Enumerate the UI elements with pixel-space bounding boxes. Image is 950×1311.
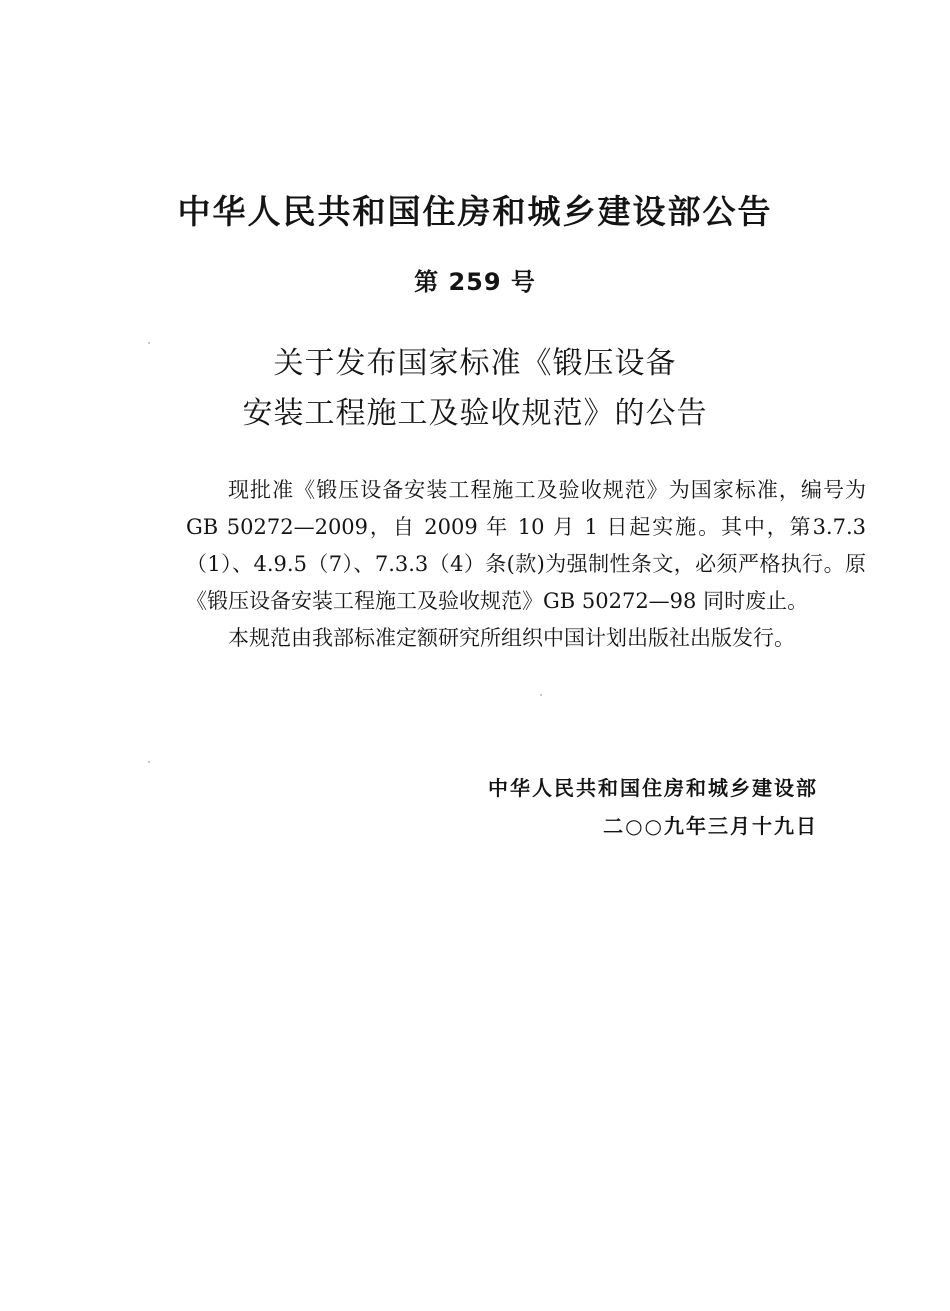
announcement-number: 第 259 号 <box>414 268 536 296</box>
body-paragraph-2: 本规范由我部标准定额研究所组织中国计划出版社出版发行。 <box>228 626 795 650</box>
body-paragraph-1: 现批准《锻压设备安装工程施工及验收规范》为国家标准，编号为GB 50272—2009，自 2009 年 10 月 1 日起实施。其中，第3.7.3（1）、4.9.5（7）、7.3.3（4）条(款)为强制性条文，必须严格执行。原《锻压设备安装工程施工及验收规范》GB 50272—98 同时废止。 <box>186 478 866 613</box>
scan-speck <box>148 342 150 344</box>
announcement-body <box>186 472 866 657</box>
announcement-title: 中华人民共和国住房和城乡建设部公告 <box>177 192 773 231</box>
scan-speck <box>540 694 542 696</box>
scan-speck <box>148 761 150 763</box>
signature-date: 二○○九年三月十九日 <box>603 814 818 838</box>
signature-organization: 中华人民共和国住房和城乡建设部 <box>488 776 818 800</box>
subject-line-2: 安装工程施工及验收规范》的公告 <box>242 396 708 431</box>
subject-line-1: 关于发布国家标准《锻压设备 <box>273 346 677 381</box>
